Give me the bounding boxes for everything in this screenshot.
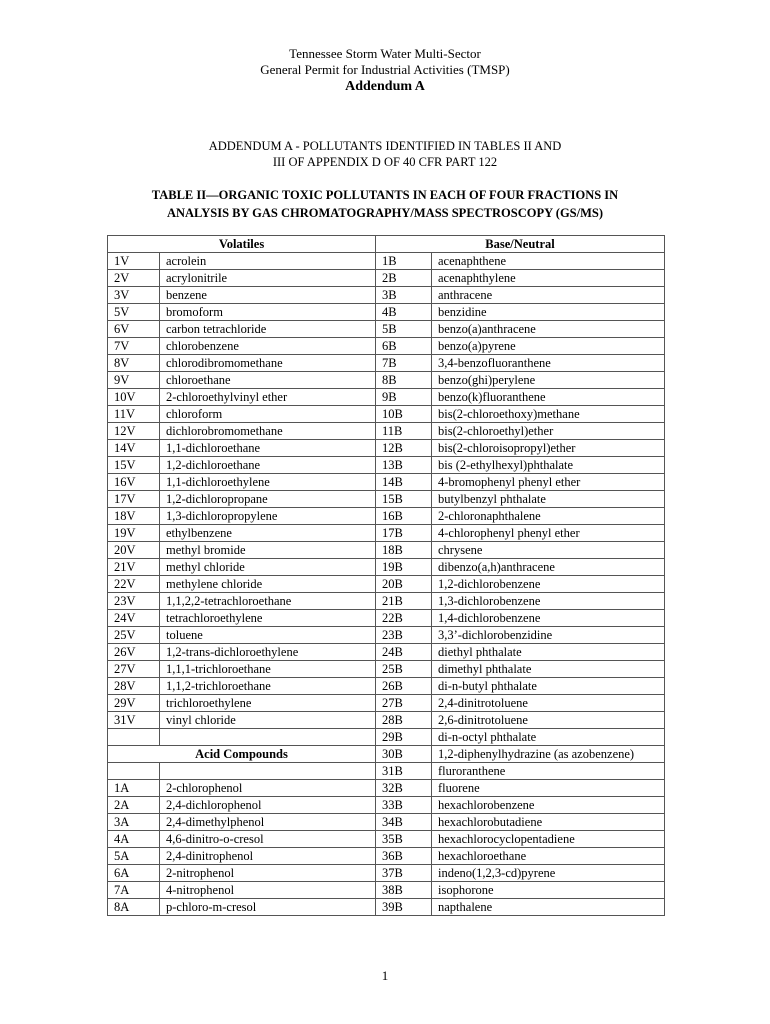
pollutant-code: 16V bbox=[108, 474, 160, 491]
pollutant-name: chloroethane bbox=[160, 372, 376, 389]
base-neutral-code: 12B bbox=[376, 440, 432, 457]
base-neutral-name: 3,3’-dichlorobenzidine bbox=[432, 627, 665, 644]
base-neutral-name: benzo(ghi)perylene bbox=[432, 372, 665, 389]
base-neutral-name: hexachloroethane bbox=[432, 848, 665, 865]
base-neutral-name: butylbenzyl phthalate bbox=[432, 491, 665, 508]
base-neutral-name: indeno(1,2,3-cd)pyrene bbox=[432, 865, 665, 882]
base-neutral-code: 26B bbox=[376, 678, 432, 695]
base-neutral-code: 27B bbox=[376, 695, 432, 712]
base-neutral-name: acenaphthylene bbox=[432, 270, 665, 287]
table-row bbox=[108, 661, 665, 678]
pollutant-name: vinyl chloride bbox=[160, 712, 376, 729]
base-neutral-code: 28B bbox=[376, 712, 432, 729]
pollutant-name: carbon tetrachloride bbox=[160, 321, 376, 338]
pollutant-code: 18V bbox=[108, 508, 160, 525]
base-neutral-header: Base/Neutral bbox=[376, 236, 665, 253]
base-neutral-code: 22B bbox=[376, 610, 432, 627]
base-neutral-name: isophorone bbox=[432, 882, 665, 899]
base-neutral-code: 29B bbox=[376, 729, 432, 746]
pollutant-code: 3A bbox=[108, 814, 160, 831]
pollutant-name: methyl chloride bbox=[160, 559, 376, 576]
pollutant-code: 2A bbox=[108, 797, 160, 814]
pollutant-name: acrylonitrile bbox=[160, 270, 376, 287]
pollutant-name: 2,4-dinitrophenol bbox=[160, 848, 376, 865]
base-neutral-name: fluroranthene bbox=[432, 763, 665, 780]
pollutant-name: 2,4-dimethylphenol bbox=[160, 814, 376, 831]
pollutant-name: chlorobenzene bbox=[160, 338, 376, 355]
base-neutral-code: 31B bbox=[376, 763, 432, 780]
table-row bbox=[108, 644, 665, 661]
pollutant-code: 29V bbox=[108, 695, 160, 712]
base-neutral-code: 20B bbox=[376, 576, 432, 593]
table-row bbox=[108, 780, 665, 797]
table-row bbox=[108, 627, 665, 644]
doc-header-line-1: Tennessee Storm Water Multi-Sector bbox=[289, 46, 481, 61]
base-neutral-code: 33B bbox=[376, 797, 432, 814]
doc-header-addendum: Addendum A bbox=[345, 79, 425, 94]
base-neutral-code: 32B bbox=[376, 780, 432, 797]
base-neutral-name: bis (2-ethylhexyl)phthalate bbox=[432, 457, 665, 474]
pollutant-name: 1,1,1-trichloroethane bbox=[160, 661, 376, 678]
pollutant-code: 23V bbox=[108, 593, 160, 610]
base-neutral-name: bis(2-chloroisopropyl)ether bbox=[432, 440, 665, 457]
pollutant-name: chlorodibromomethane bbox=[160, 355, 376, 372]
pollutant-code: 4A bbox=[108, 831, 160, 848]
base-neutral-code: 1B bbox=[376, 253, 432, 270]
pollutant-code: 7V bbox=[108, 338, 160, 355]
pollutant-name: 1,2-dichloropropane bbox=[160, 491, 376, 508]
base-neutral-code: 10B bbox=[376, 406, 432, 423]
pollutant-code: 31V bbox=[108, 712, 160, 729]
pollutant-code: 17V bbox=[108, 491, 160, 508]
pollutant-code: 6V bbox=[108, 321, 160, 338]
table-row bbox=[108, 678, 665, 695]
base-neutral-name: bis(2-chloroethyl)ether bbox=[432, 423, 665, 440]
pollutant-code: 21V bbox=[108, 559, 160, 576]
base-neutral-name: diethyl phthalate bbox=[432, 644, 665, 661]
pollutants-table bbox=[107, 235, 665, 916]
base-neutral-name: dimethyl phthalate bbox=[432, 661, 665, 678]
pollutant-code: 26V bbox=[108, 644, 160, 661]
table-row bbox=[108, 287, 665, 304]
pollutant-code: 5V bbox=[108, 304, 160, 321]
pollutant-code: 3V bbox=[108, 287, 160, 304]
pollutant-code: 2V bbox=[108, 270, 160, 287]
table-row bbox=[108, 355, 665, 372]
table-row bbox=[108, 525, 665, 542]
pollutant-name: p-chloro-m-cresol bbox=[160, 899, 376, 916]
table-row bbox=[108, 321, 665, 338]
base-neutral-code: 34B bbox=[376, 814, 432, 831]
base-neutral-code: 36B bbox=[376, 848, 432, 865]
pollutant-code: 1A bbox=[108, 780, 160, 797]
table-row bbox=[108, 338, 665, 355]
pollutant-name: 2-chloroethylvinyl ether bbox=[160, 389, 376, 406]
empty-cell bbox=[160, 729, 376, 746]
pollutant-code: 9V bbox=[108, 372, 160, 389]
table-row bbox=[108, 253, 665, 270]
pollutant-code: 11V bbox=[108, 406, 160, 423]
base-neutral-code: 35B bbox=[376, 831, 432, 848]
base-neutral-name: hexachlorocyclopentadiene bbox=[432, 831, 665, 848]
pollutant-code: 8V bbox=[108, 355, 160, 372]
pollutant-code: 19V bbox=[108, 525, 160, 542]
base-neutral-name: fluorene bbox=[432, 780, 665, 797]
base-neutral-code: 30B bbox=[376, 746, 432, 763]
pollutant-name: tetrachloroethylene bbox=[160, 610, 376, 627]
table-row bbox=[108, 882, 665, 899]
table-row bbox=[108, 559, 665, 576]
pollutant-code: 15V bbox=[108, 457, 160, 474]
base-neutral-name: hexachlorobutadiene bbox=[432, 814, 665, 831]
table-row bbox=[108, 508, 665, 525]
base-neutral-name: hexachlorobenzene bbox=[432, 797, 665, 814]
table-row bbox=[108, 542, 665, 559]
pollutant-code: 7A bbox=[108, 882, 160, 899]
table-row bbox=[108, 440, 665, 457]
empty-cell bbox=[108, 763, 160, 780]
base-neutral-name: 1,3-dichlorobenzene bbox=[432, 593, 665, 610]
base-neutral-code: 7B bbox=[376, 355, 432, 372]
table-row bbox=[108, 270, 665, 287]
section-caption-line-1: ADDENDUM A - POLLUTANTS IDENTIFIED IN TABLES II AND bbox=[208, 139, 562, 153]
base-neutral-code: 16B bbox=[376, 508, 432, 525]
pollutant-name: dichlorobromomethane bbox=[160, 423, 376, 440]
base-neutral-code: 11B bbox=[376, 423, 432, 440]
table-row bbox=[108, 304, 665, 321]
pollutant-name: 1,1,2,2-tetrachloroethane bbox=[160, 593, 376, 610]
table-row bbox=[108, 457, 665, 474]
page-number: 1 bbox=[381, 968, 389, 983]
pollutant-name: benzene bbox=[160, 287, 376, 304]
base-neutral-name: bis(2-chloroethoxy)methane bbox=[432, 406, 665, 423]
volatiles-header: Volatiles bbox=[108, 236, 376, 253]
base-neutral-name: benzo(k)fluoranthene bbox=[432, 389, 665, 406]
base-neutral-name: 2,4-dinitrotoluene bbox=[432, 695, 665, 712]
base-neutral-name: 1,2-diphenylhydrazine (as azobenzene) bbox=[432, 746, 665, 763]
table-row bbox=[108, 848, 665, 865]
table-title-line-2: ANALYSIS BY GAS CHROMATOGRAPHY/MASS SPECTROSCOPY (GS/MS) bbox=[166, 206, 604, 220]
base-neutral-code: 9B bbox=[376, 389, 432, 406]
table-row bbox=[108, 899, 665, 916]
pollutant-name: toluene bbox=[160, 627, 376, 644]
base-neutral-name: 1,4-dichlorobenzene bbox=[432, 610, 665, 627]
table-row bbox=[108, 746, 665, 763]
base-neutral-code: 2B bbox=[376, 270, 432, 287]
base-neutral-name: 3,4-benzofluoranthene bbox=[432, 355, 665, 372]
base-neutral-name: dibenzo(a,h)anthracene bbox=[432, 559, 665, 576]
base-neutral-name: anthracene bbox=[432, 287, 665, 304]
base-neutral-code: 23B bbox=[376, 627, 432, 644]
doc-header-line-2: General Permit for Industrial Activities (TMSP) bbox=[260, 62, 510, 77]
base-neutral-code: 6B bbox=[376, 338, 432, 355]
table-row bbox=[108, 797, 665, 814]
base-neutral-name: napthalene bbox=[432, 899, 665, 916]
pollutant-code: 1V bbox=[108, 253, 160, 270]
table-row bbox=[108, 610, 665, 627]
base-neutral-code: 38B bbox=[376, 882, 432, 899]
pollutant-code: 20V bbox=[108, 542, 160, 559]
base-neutral-name: 4-chlorophenyl phenyl ether bbox=[432, 525, 665, 542]
table-row bbox=[108, 763, 665, 780]
pollutant-name: 1,2-dichloroethane bbox=[160, 457, 376, 474]
base-neutral-name: 1,2-dichlorobenzene bbox=[432, 576, 665, 593]
pollutant-code: 5A bbox=[108, 848, 160, 865]
base-neutral-code: 21B bbox=[376, 593, 432, 610]
base-neutral-name: 2,6-dinitrotoluene bbox=[432, 712, 665, 729]
table-row bbox=[108, 814, 665, 831]
base-neutral-code: 25B bbox=[376, 661, 432, 678]
pollutant-name: ethylbenzene bbox=[160, 525, 376, 542]
pollutant-code: 24V bbox=[108, 610, 160, 627]
pollutant-name: 1,3-dichloropropylene bbox=[160, 508, 376, 525]
empty-cell bbox=[160, 763, 376, 780]
table-row bbox=[108, 474, 665, 491]
base-neutral-name: di-n-octyl phthalate bbox=[432, 729, 665, 746]
pollutant-name: acrolein bbox=[160, 253, 376, 270]
base-neutral-code: 24B bbox=[376, 644, 432, 661]
pollutant-name: 2-chlorophenol bbox=[160, 780, 376, 797]
base-neutral-name: acenaphthene bbox=[432, 253, 665, 270]
base-neutral-name: benzo(a)pyrene bbox=[432, 338, 665, 355]
base-neutral-code: 19B bbox=[376, 559, 432, 576]
pollutant-name: 1,2-trans-dichloroethylene bbox=[160, 644, 376, 661]
pollutant-name: 1,1,2-trichloroethane bbox=[160, 678, 376, 695]
pollutant-name: 2,4-dichlorophenol bbox=[160, 797, 376, 814]
table-title-line-1: TABLE II—ORGANIC TOXIC POLLUTANTS IN EACH OF FOUR FRACTIONS IN bbox=[151, 188, 619, 202]
table-header-row bbox=[108, 236, 665, 253]
base-neutral-code: 8B bbox=[376, 372, 432, 389]
table-row bbox=[108, 712, 665, 729]
table-row bbox=[108, 372, 665, 389]
pollutant-name: trichloroethylene bbox=[160, 695, 376, 712]
table-row bbox=[108, 865, 665, 882]
acid-compounds-header: Acid Compounds bbox=[108, 746, 376, 763]
pollutant-code: 14V bbox=[108, 440, 160, 457]
pollutant-code: 10V bbox=[108, 389, 160, 406]
base-neutral-code: 18B bbox=[376, 542, 432, 559]
base-neutral-name: chrysene bbox=[432, 542, 665, 559]
base-neutral-code: 39B bbox=[376, 899, 432, 916]
pollutant-code: 22V bbox=[108, 576, 160, 593]
pollutant-name: bromoform bbox=[160, 304, 376, 321]
pollutant-name: methyl bromide bbox=[160, 542, 376, 559]
base-neutral-name: 2-chloronaphthalene bbox=[432, 508, 665, 525]
table-row bbox=[108, 831, 665, 848]
pollutant-code: 28V bbox=[108, 678, 160, 695]
pollutant-code: 25V bbox=[108, 627, 160, 644]
base-neutral-code: 15B bbox=[376, 491, 432, 508]
table-row bbox=[108, 729, 665, 746]
base-neutral-name: 4-bromophenyl phenyl ether bbox=[432, 474, 665, 491]
pollutant-name: 2-nitrophenol bbox=[160, 865, 376, 882]
pollutant-name: methylene chloride bbox=[160, 576, 376, 593]
pollutant-name: 1,1-dichloroethane bbox=[160, 440, 376, 457]
base-neutral-code: 17B bbox=[376, 525, 432, 542]
table-row bbox=[108, 593, 665, 610]
base-neutral-code: 4B bbox=[376, 304, 432, 321]
pollutant-code: 6A bbox=[108, 865, 160, 882]
table-row bbox=[108, 423, 665, 440]
table-row bbox=[108, 406, 665, 423]
empty-cell bbox=[108, 729, 160, 746]
pollutant-code: 12V bbox=[108, 423, 160, 440]
base-neutral-code: 3B bbox=[376, 287, 432, 304]
base-neutral-code: 14B bbox=[376, 474, 432, 491]
section-caption-line-2: III OF APPENDIX D OF 40 CFR PART 122 bbox=[272, 155, 498, 169]
pollutant-code: 8A bbox=[108, 899, 160, 916]
pollutant-name: 1,1-dichloroethylene bbox=[160, 474, 376, 491]
table-row bbox=[108, 576, 665, 593]
table-row bbox=[108, 491, 665, 508]
base-neutral-name: benzo(a)anthracene bbox=[432, 321, 665, 338]
table-row bbox=[108, 695, 665, 712]
base-neutral-code: 5B bbox=[376, 321, 432, 338]
table-row bbox=[108, 389, 665, 406]
base-neutral-code: 13B bbox=[376, 457, 432, 474]
pollutant-name: chloroform bbox=[160, 406, 376, 423]
pollutant-name: 4,6-dinitro-o-cresol bbox=[160, 831, 376, 848]
base-neutral-name: benzidine bbox=[432, 304, 665, 321]
pollutant-name: 4-nitrophenol bbox=[160, 882, 376, 899]
base-neutral-name: di-n-butyl phthalate bbox=[432, 678, 665, 695]
base-neutral-code: 37B bbox=[376, 865, 432, 882]
pollutant-code: 27V bbox=[108, 661, 160, 678]
